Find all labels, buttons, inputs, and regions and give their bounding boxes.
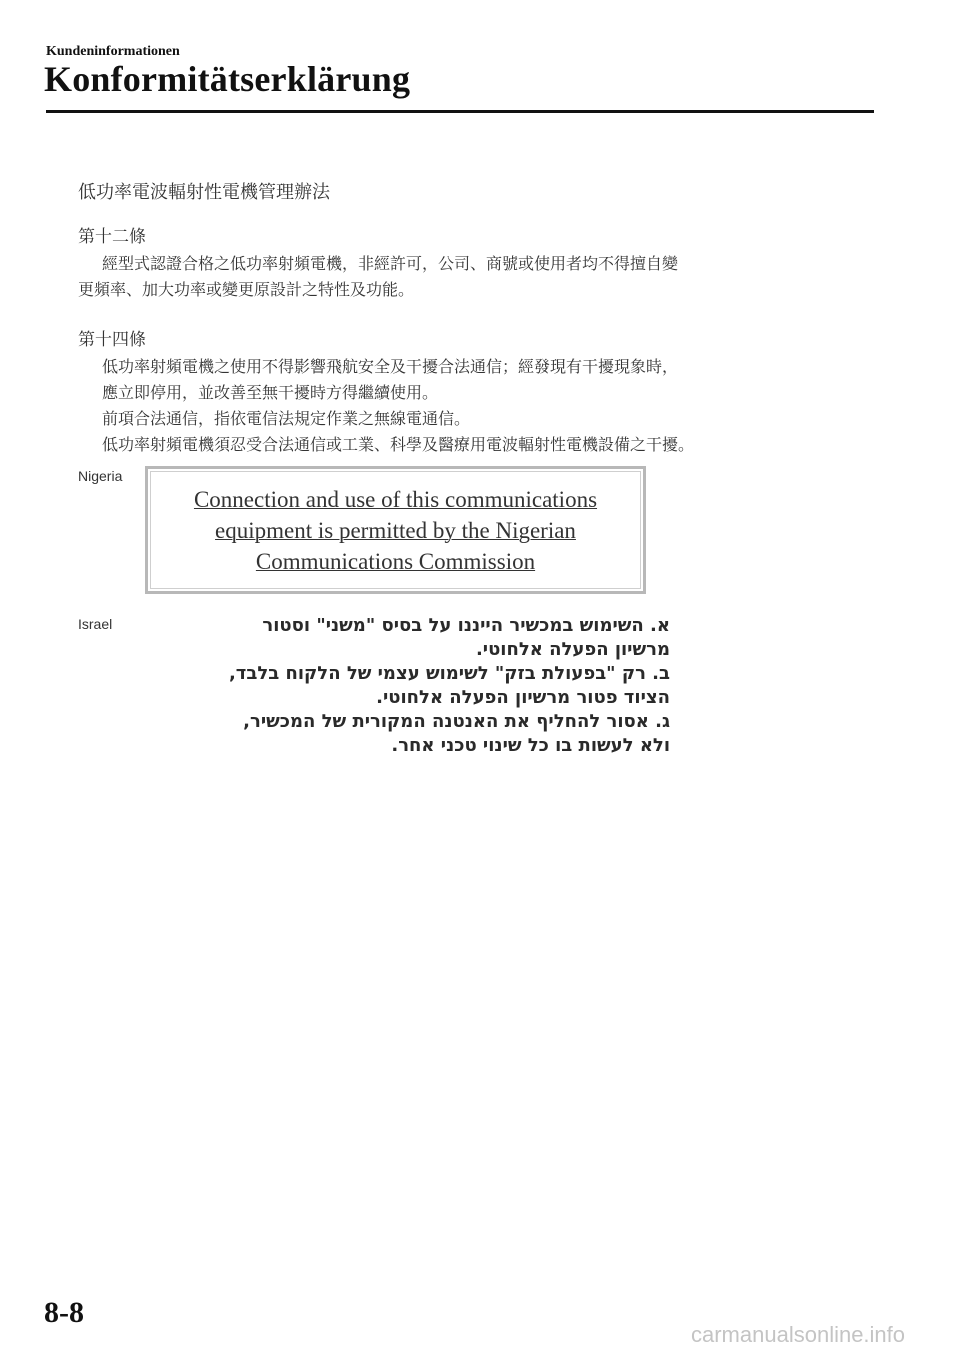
article-14-line: 前項合法通信，指依電信法規定作業之無線電通信。 [102, 409, 471, 428]
nigeria-label: Nigeria [78, 468, 123, 484]
article-14-text [78, 354, 868, 458]
israel-line: הציוד פטור מרשיון הפעלה אלחוטי. [376, 687, 670, 708]
article-12-line: 更頻率、加大功率或變更原設計之特性及功能。 [78, 280, 415, 299]
article-12-text [78, 251, 868, 303]
israel-line: א. השימוש במכשיר הייננו על בסיס "משני" וסטור [262, 615, 670, 636]
page-title: Konformitätserklärung [44, 59, 411, 99]
nigeria-line: equipment is permitted by the Nigerian [215, 517, 576, 543]
article-14-line: 低功率射頻電機須忍受合法通信或工業、科學及醫療用電波輻射性電機設備之干擾。 [102, 435, 695, 454]
title-divider [46, 110, 874, 113]
article-12-heading: 第十二條 [78, 227, 146, 247]
israel-line: ולא לעשות בו כל שינוי טכני אחר. [391, 735, 670, 756]
israel-statement [140, 614, 670, 758]
page-number: 8-8 [44, 1296, 84, 1329]
israel-line: ג. אסור להחליף את האנטנה המקורית של המכשיר, [243, 711, 670, 732]
article-12-line: 經型式認證合格之低功率射頻電機，非經許可，公司、商號或使用者均不得擅自變 [102, 254, 679, 273]
taiwan-statement-title: 低功率電波輻射性電機管理辦法 [78, 182, 330, 203]
israel-line: ב. רק "בפעולת בזק" לשימוש עצמי של הלקוח בלבד, [228, 663, 670, 684]
israel-line: מרשיון הפעלה אלחוטי. [475, 639, 670, 660]
section-header: Kundeninformationen [46, 44, 180, 59]
article-14-line: 低功率射頻電機之使用不得影響飛航安全及干擾合法通信；經發現有干擾現象時， [102, 357, 679, 376]
nigeria-line: Communications Commission [255, 548, 536, 574]
taiwan-ncc-statement [78, 178, 868, 480]
nigeria-line: Connection and use of this communications [193, 486, 598, 512]
nigeria-approval-text [150, 471, 641, 589]
watermark-text: carmanualsonline.info [691, 1322, 906, 1347]
nigeria-approval-box [145, 466, 646, 594]
israel-label: Israel [78, 616, 113, 632]
article-14-heading: 第十四條 [78, 330, 146, 350]
article-14-line: 應立即停用，並改善至無干擾時方得繼續使用。 [102, 383, 439, 402]
